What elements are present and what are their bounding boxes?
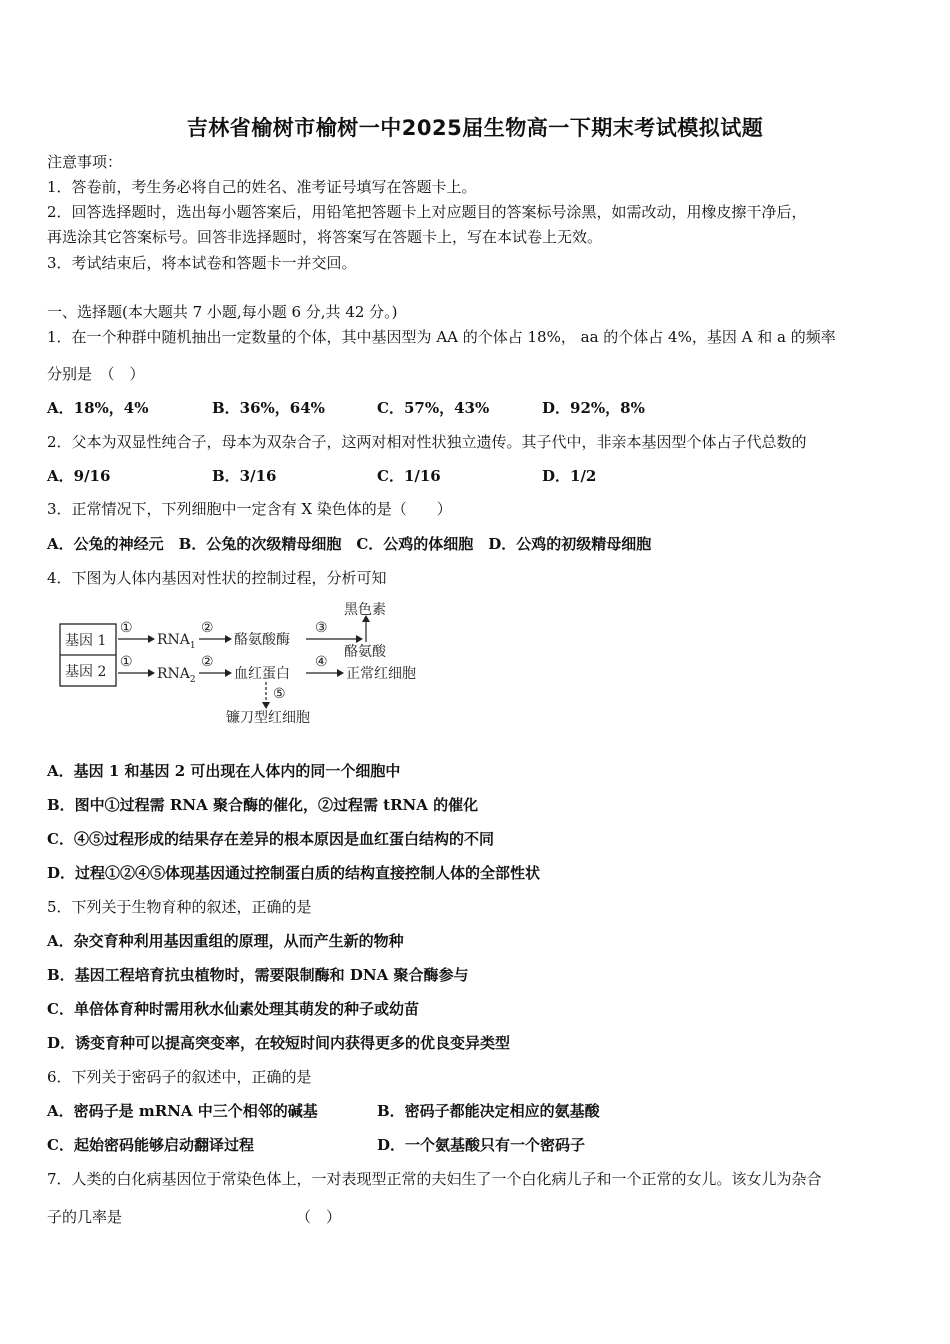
arrowhead [356, 635, 363, 643]
q5-option-b[interactable]: B．基因工程培育抗虫植物时，需要限制酶和 DNA 聚合酶参与 [47, 966, 469, 984]
tyrosine-label: 酪氨酸 [344, 644, 386, 660]
arrowhead [225, 635, 232, 643]
q4-option-c[interactable]: C．④⑤过程形成的结果存在差异的根本原因是血红蛋白结构的不同 [47, 830, 494, 848]
q4-option-d[interactable]: D．过程①②④⑤体现基因通过控制蛋白质的结构直接控制人体的全部性状 [47, 864, 541, 882]
q3-options[interactable]: A．公兔的神经元 B．公兔的次级精母细胞 C．公鸡的体细胞 D．公鸡的初级精母细胞 [47, 535, 652, 553]
q1-option-b[interactable]: B．36%，64% [212, 399, 325, 417]
notice-heading: 注意事项： [47, 153, 123, 171]
melanin-label: 黑色素 [344, 602, 386, 618]
step1-label: ① [120, 654, 133, 670]
notice-item: 再选涂其它答案标号。回答非选择题时，将答案写在答题卡上，写在本试卷上无效。 [47, 228, 603, 246]
hemoglobin-label: 血红蛋白 [234, 666, 290, 682]
step3-label: ③ [315, 620, 328, 636]
step4-label: ④ [315, 654, 328, 670]
q3-stem: 3．正常情况下，下列细胞中一定含有 X 染色体的是（ ） [47, 500, 452, 518]
q1-stem: 1．在一个种群中随机抽出一定数量的个体，其中基因型为 AA 的个体占 18%， aa 的个体占 4%，基因 A 和 a 的频率 [47, 328, 836, 346]
page-title: 吉林省榆树市榆树一中2025届生物高一下期末考试模拟试题 [186, 116, 764, 140]
sickle-rbc-label: 镰刀型红细胞 [226, 710, 310, 726]
q7-answer-paren: （ ） [296, 1208, 342, 1226]
q7-stem-cont: 子的几率是 [47, 1208, 123, 1226]
q2-option-d[interactable]: D．1/2 [542, 467, 597, 485]
rna2-label: $RNA_2$ [157, 666, 196, 685]
q5-option-d[interactable]: D．诱变育种可以提高突变率，在较短时间内获得更多的优良变异类型 [47, 1034, 511, 1052]
q5-option-c[interactable]: C．单倍体育种时需用秋水仙素处理其萌发的种子或幼苗 [47, 1000, 419, 1018]
q1-option-a[interactable]: A．18%，4% [47, 399, 149, 417]
q2-option-b[interactable]: B．3/16 [212, 467, 277, 485]
arrowhead [262, 702, 270, 709]
gene2-label: 基因 2 [65, 664, 107, 680]
step1-label: ① [120, 620, 133, 636]
notice-item: 3．考试结束后，将本试卷和答题卡一并交回。 [47, 254, 357, 272]
q2-option-a[interactable]: A．9/16 [47, 467, 111, 485]
normal-rbc-label: 正常红细胞 [346, 666, 416, 682]
tyrosinase-label: 酪氨酸酶 [234, 632, 290, 648]
q7-stem: 7．人类的白化病基因位于常染色体上，一对表现型正常的夫妇生了一个白化病儿子和一个正常的女儿。该女儿为杂合 [47, 1170, 822, 1188]
q2-option-c[interactable]: C．1/16 [377, 467, 441, 485]
notice-item: 2．回答选择题时，选出每小题答案后，用铅笔把答题卡上对应题目的答案标号涂黑，如需改动，用橡皮擦干净后， [47, 203, 807, 221]
q4-option-a[interactable]: A．基因 1 和基因 2 可出现在人体内的同一个细胞中 [47, 762, 401, 780]
q5-option-a[interactable]: A．杂交育种利用基因重组的原理，从而产生新的物种 [47, 932, 404, 950]
step5-label: ⑤ [273, 686, 286, 702]
q4-stem: 4．下图为人体内基因对性状的控制过程，分析可知 [47, 569, 387, 587]
gene-control-diagram [58, 598, 448, 728]
arrowhead [148, 635, 155, 643]
q6-option-b[interactable]: B．密码子都能决定相应的氨基酸 [377, 1102, 600, 1120]
q6-option-a[interactable]: A．密码子是 mRNA 中三个相邻的碱基 [47, 1102, 318, 1120]
step2-label: ② [201, 654, 214, 670]
q5-stem: 5．下列关于生物育种的叙述，正确的是 [47, 898, 312, 916]
q6-stem: 6．下列关于密码子的叙述中，正确的是 [47, 1068, 312, 1086]
rna1-label: $RNA_1$ [157, 632, 196, 651]
section-heading: 一、选择题(本大题共 7 小题,每小题 6 分,共 42 分。) [47, 303, 398, 321]
arrowhead [148, 669, 155, 677]
arrowhead [337, 669, 344, 677]
gene1-label: 基因 1 [65, 633, 107, 649]
q1-stem-cont: 分别是 （ ） [47, 365, 145, 383]
q2-stem: 2．父本为双显性纯合子，母本为双杂合子，这两对相对性状独立遗传。其子代中，非亲本基因型个体占子代总数的 [47, 433, 807, 451]
q6-option-c[interactable]: C．起始密码能够启动翻译过程 [47, 1136, 254, 1154]
arrowhead [225, 669, 232, 677]
step2-label: ② [201, 620, 214, 636]
q1-option-d[interactable]: D．92%，8% [542, 399, 645, 417]
q6-option-d[interactable]: D．一个氨基酸只有一个密码子 [377, 1136, 586, 1154]
q1-option-c[interactable]: C．57%，43% [377, 399, 490, 417]
notice-item: 1．答卷前，考生务必将自己的姓名、准考证号填写在答题卡上。 [47, 178, 477, 196]
q4-option-b[interactable]: B．图中①过程需 RNA 聚合酶的催化，②过程需 tRNA 的催化 [47, 796, 479, 814]
